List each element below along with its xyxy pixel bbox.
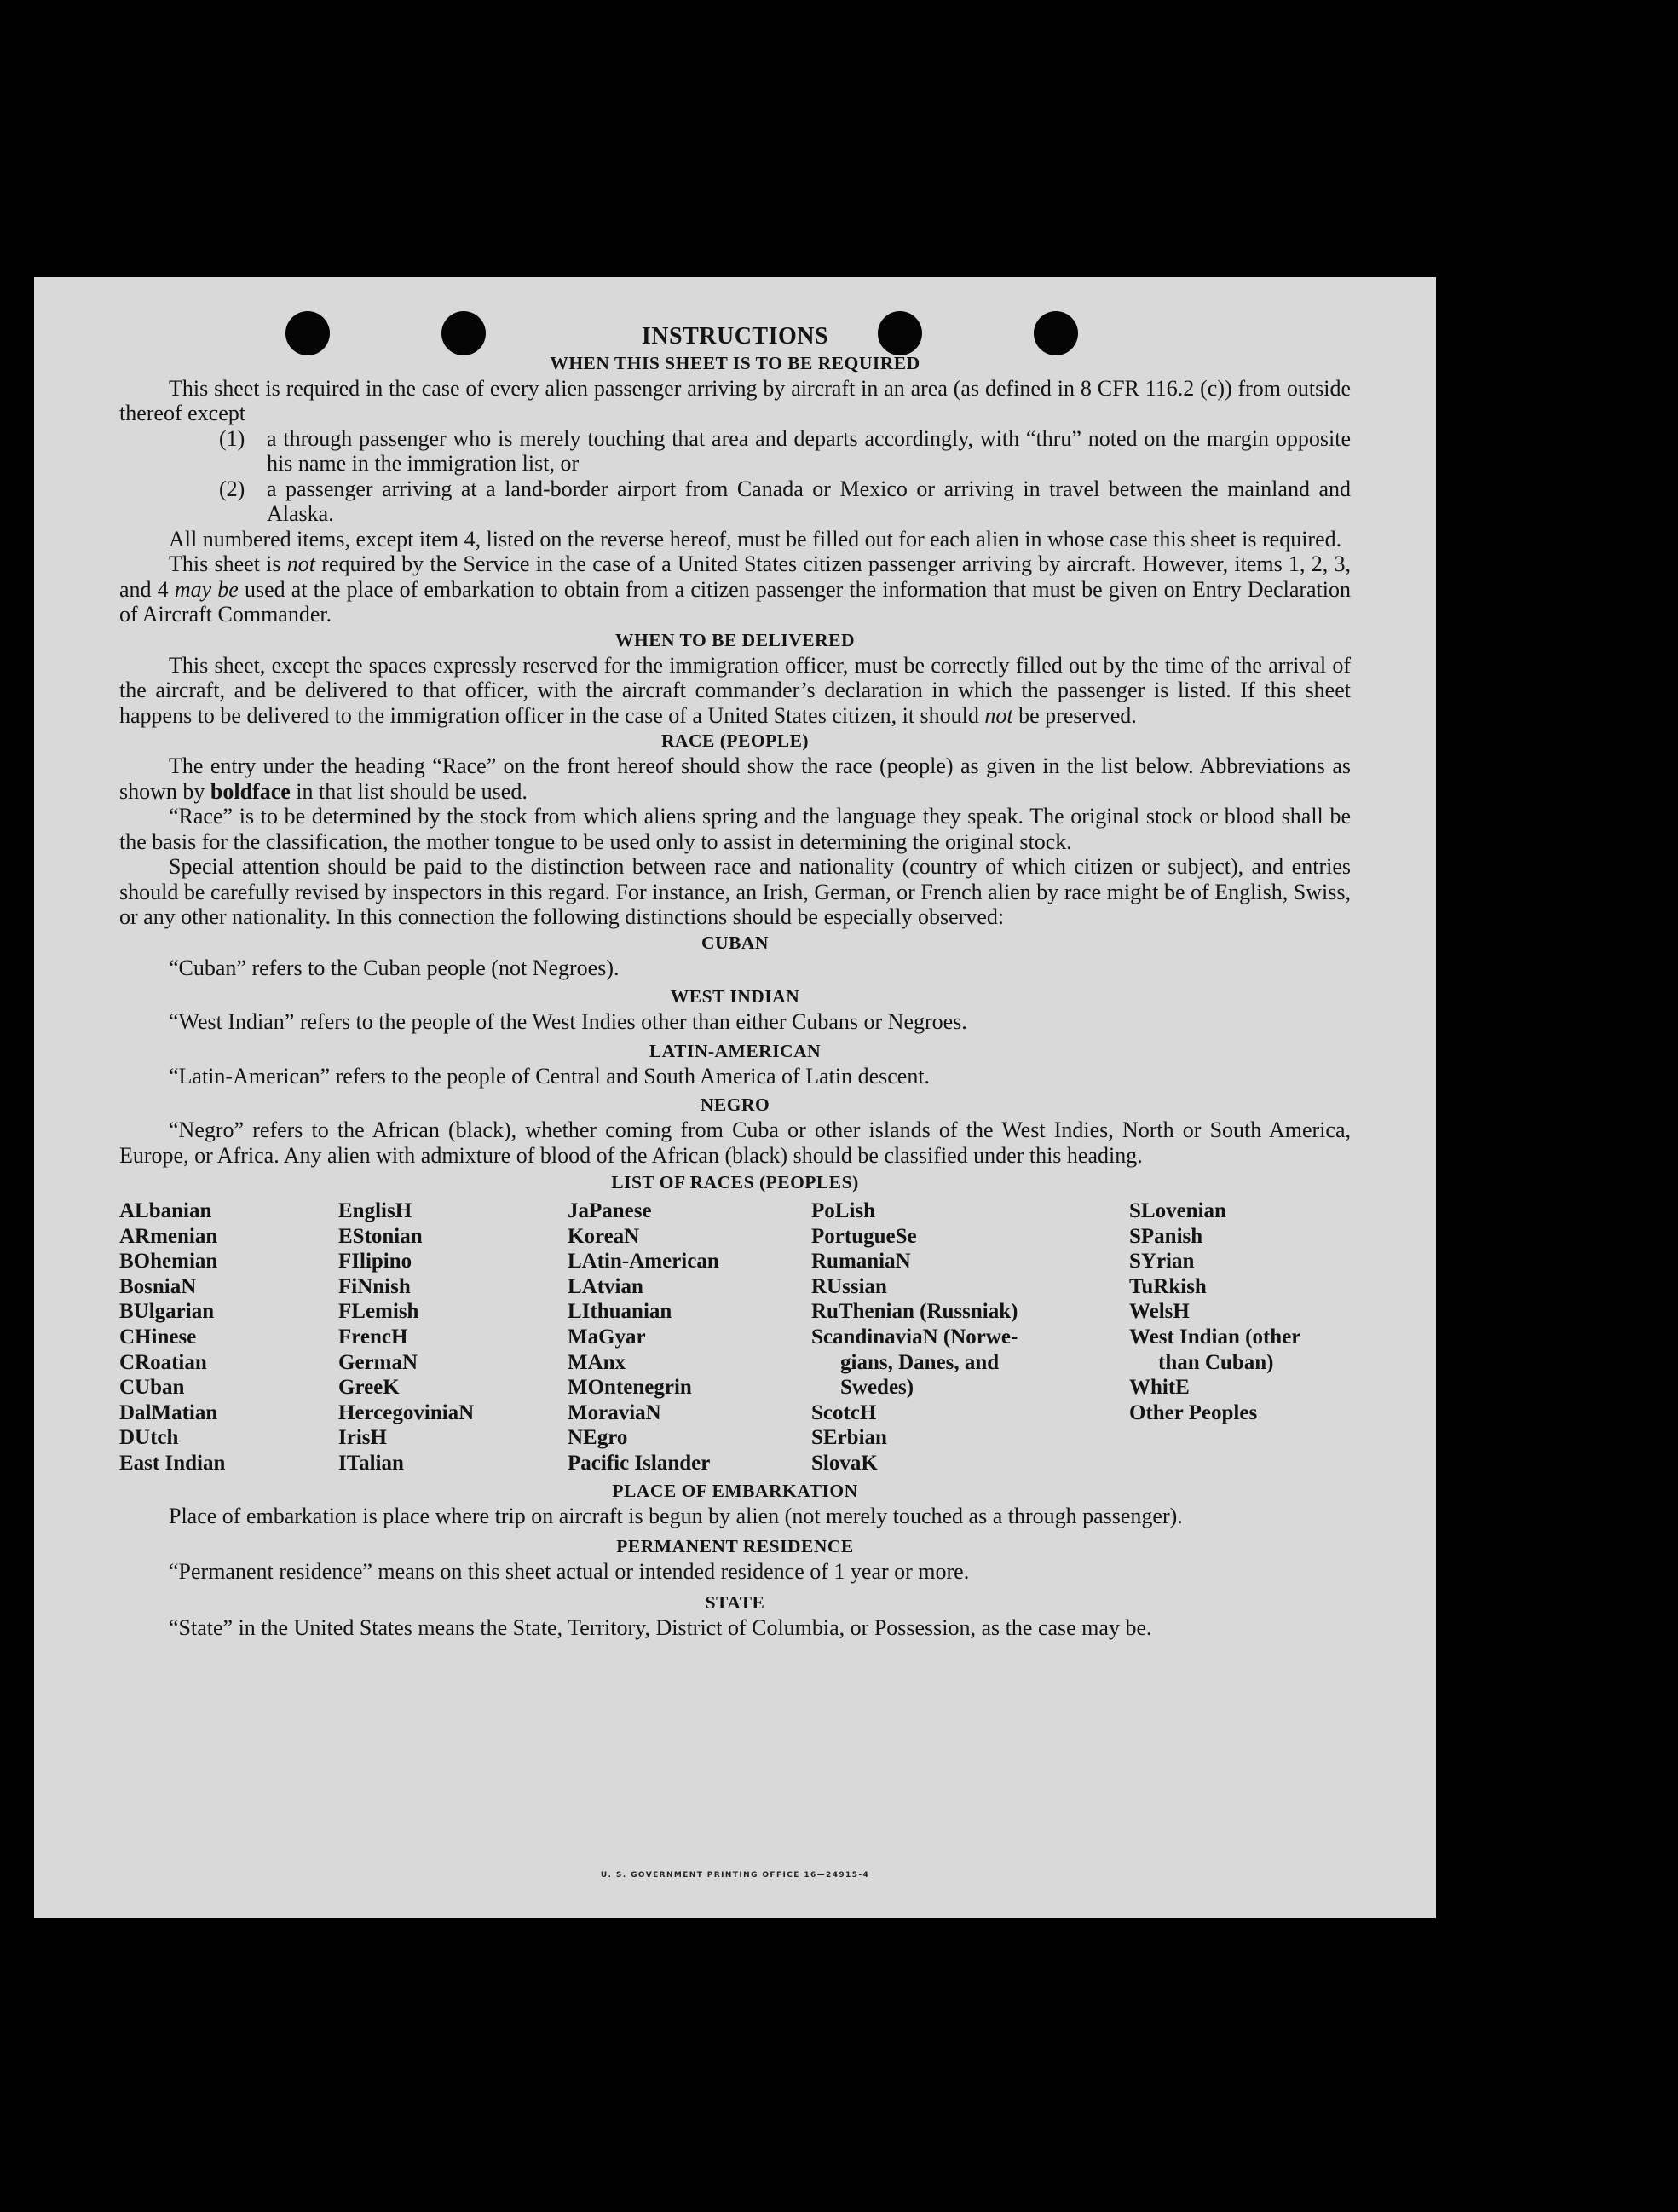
heading-cuban: CUBAN — [701, 932, 769, 953]
race-entry: SlovaK — [811, 1451, 878, 1475]
heading-when-required: WHEN THIS SHEET IS TO BE REQUIRED — [550, 352, 920, 373]
race-entry: DalMatian — [119, 1401, 218, 1424]
race-entry: MoraviaN — [568, 1401, 661, 1424]
heading-race: RACE (PEOPLE) — [660, 731, 810, 751]
embarkation-text: Place of embarkation is place where trip on aircraft is begun by alien (not merely touched as a through passenger). — [169, 1503, 1183, 1528]
race-entry: Swedes) — [840, 1376, 914, 1400]
heading-negro: NEGRO — [700, 1094, 770, 1115]
permanent-residence-text: “Permanent residence” means on this sheet actual or intended residence of 1 year or more. — [169, 1559, 970, 1585]
race-entry: FrencH — [338, 1325, 408, 1349]
race-entry: PoLish — [811, 1199, 876, 1222]
race-column — [338, 1198, 568, 1476]
race-column — [811, 1198, 1129, 1476]
heading-when-delivered: WHEN TO BE DELIVERED — [614, 629, 856, 650]
item-number: (1) — [219, 425, 245, 451]
race-paragraph-2: “Race” is to be determined by the stock from which aliens spring and the language they speak. The original stock or blood shall be the basis for the classification, the mother tongue to be used only to assist in determining the original stock. — [119, 804, 1351, 854]
race-entry: RuThenian (Russniak) — [811, 1300, 1018, 1324]
latin-american-text: “Latin-American” refers to the people of Central and South America of Latin descent. — [169, 1063, 931, 1089]
race-entry: MaGyar — [568, 1325, 646, 1349]
race-column — [1129, 1198, 1351, 1476]
race-entry: BosniaN — [119, 1274, 197, 1298]
race-entry: FiNnish — [338, 1274, 411, 1298]
race-entry: GreeK — [338, 1376, 400, 1400]
text-run: This sheet, except the spaces expressly reserved for the immigration officer, must be correctly filled out by the time of the arrival of the aircraft, and be delivered to that officer, with the aircraft commander’s declaration in which the passenger is listed. If this sheet happens to be delivered to the immigration officer in the case of a United States citizen, it should — [119, 652, 1351, 728]
race-list — [119, 1198, 1351, 1476]
race-entry: WhitE — [1129, 1376, 1190, 1400]
race-entry: CHinese — [119, 1325, 197, 1349]
instructions-body — [119, 324, 1351, 1640]
race-entry: ARmenian — [119, 1224, 218, 1248]
race-entry: ScotcH — [811, 1401, 877, 1424]
race-entry: TuRkish — [1129, 1274, 1207, 1298]
race-entry: BOhemian — [119, 1250, 218, 1273]
item-text: a through passenger who is merely touching that area and departs accordingly, with “thru” noted on the margin opposite his name in the immigration list, or — [267, 425, 1351, 476]
race-entry: JaPanese — [568, 1199, 652, 1222]
race-column — [119, 1198, 338, 1476]
when-delivered-paragraph — [119, 653, 1351, 729]
race-entry: SLovenian — [1129, 1199, 1226, 1222]
race-entry: Other Peoples — [1129, 1401, 1258, 1424]
item-text: a passenger arriving at a land-border airport from Canada or Mexico or arriving in travel between the mainland and Alaska. — [267, 476, 1351, 526]
heading-permanent-residence: PERMANENT RESIDENCE — [616, 1536, 854, 1557]
text-run: The entry under the heading “Race” on the front hereof should show the race (people) as given in the list below. Abbreviations as shown by — [119, 754, 1351, 804]
emphasis: may be — [174, 576, 239, 602]
item-number: (2) — [219, 476, 245, 501]
race-entry: SYrian — [1129, 1250, 1195, 1273]
document-sheet — [34, 277, 1436, 1918]
race-entry: CRoatian — [119, 1350, 207, 1374]
race-entry: FLemish — [338, 1300, 419, 1324]
text-run: This sheet is — [169, 552, 287, 576]
text-run: be preserved. — [1012, 702, 1137, 728]
heading-embarkation: PLACE OF EMBARKATION — [612, 1480, 858, 1501]
race-paragraph-1 — [119, 754, 1351, 804]
race-entry: EStonian — [338, 1224, 423, 1248]
heading-list-of-races: LIST OF RACES (PEOPLES) — [611, 1172, 859, 1193]
race-entry: ITalian — [338, 1451, 404, 1475]
race-entry: ALbanian — [119, 1199, 212, 1222]
heading-latin-american: LATIN-AMERICAN — [649, 1040, 822, 1061]
race-entry: than Cuban) — [1158, 1350, 1274, 1374]
race-entry: KoreaN — [568, 1224, 640, 1248]
race-column — [568, 1198, 811, 1476]
race-paragraph-3: Special attention should be paid to the distinction between race and nationality (country of which citizen or subject), and entries should be carefully revised by inspectors in this regard. For instance, an Irish, German, or French alien by race might be of English, Swiss, or any other nationality. In this connection the following distinctions should be especially observed: — [119, 854, 1351, 929]
cuban-text: “Cuban” refers to the Cuban people (not Negroes). — [169, 955, 620, 980]
emphasis: not — [286, 552, 316, 576]
race-entry: West Indian (other — [1129, 1325, 1301, 1349]
race-entry: NEgro — [568, 1426, 628, 1450]
race-entry: BUlgarian — [119, 1300, 215, 1324]
race-entry: LAtin-American — [568, 1250, 719, 1273]
race-entry: East Indian — [119, 1451, 226, 1475]
numbered-items-paragraph: All numbered items, except item 4, listed on the reverse hereof, must be filled out for each alien in whose case this sheet is required. — [169, 526, 1342, 552]
state-text: “State” in the United States means the State, Territory, District of Columbia, or Possession, as the case may be. — [169, 1614, 1152, 1640]
exception-item-2 — [119, 476, 1351, 527]
bold-word: boldface — [210, 778, 291, 804]
race-entry: RumaniaN — [811, 1250, 911, 1273]
race-entry: EnglisH — [338, 1199, 412, 1222]
race-entry: SPanish — [1129, 1224, 1203, 1248]
page-title: INSTRUCTIONS — [641, 323, 829, 349]
race-entry: RUssian — [811, 1274, 887, 1298]
race-entry: GermaN — [338, 1350, 418, 1374]
race-entry: gians, Danes, and — [840, 1350, 1000, 1374]
negro-text: “Negro” refers to the African (black), whether coming from Cuba or other islands of the West Indies, North or South America, Europe, or Africa. Any alien with admixture of blood of the African (black) should be classified under this heading. — [119, 1118, 1351, 1168]
race-entry: MOntenegrin — [568, 1376, 692, 1400]
race-entry: LIthuanian — [568, 1300, 672, 1324]
heading-state: STATE — [705, 1591, 765, 1613]
text-run: required by the Service in the case of a United States citizen passenger arriving by aircraft. However, items 1, 2, 3, and 4 — [119, 552, 1351, 602]
text-run: used at the place of embarkation to obtain from a citizen passenger the information that must be given on Entry Declaration of Aircraft Commander. — [119, 576, 1351, 627]
exception-item-1 — [119, 426, 1351, 476]
race-entry: WelsH — [1129, 1300, 1190, 1324]
race-entry: MAnx — [568, 1350, 626, 1374]
citizen-paragraph — [119, 552, 1351, 627]
text-run: in that list should be used. — [290, 778, 528, 804]
race-entry: IrisH — [338, 1426, 387, 1450]
emphasis: not — [984, 702, 1013, 728]
race-entry: DUtch — [119, 1426, 179, 1450]
race-entry: LAtvian — [568, 1274, 643, 1298]
race-entry: HercegoviniaN — [338, 1401, 475, 1424]
printer-imprint: U. S. GOVERNMENT PRINTING OFFICE 16—24915-4 — [600, 1871, 870, 1880]
race-entry: SErbian — [811, 1426, 887, 1450]
race-entry: Pacific Islander — [568, 1451, 711, 1475]
heading-west-indian: WEST INDIAN — [670, 986, 800, 1007]
race-entry: ScandinaviaN (Norwe- — [811, 1325, 1018, 1349]
race-entry: PortugueSe — [811, 1224, 917, 1248]
race-entry: FIlipino — [338, 1250, 412, 1273]
race-entry: CUban — [119, 1376, 185, 1400]
when-required-intro: This sheet is required in the case of every alien passenger arriving by aircraft in an area (as defined in 8 CFR 116.2 (c)) from outside thereof except — [119, 375, 1351, 425]
west-indian-text: “West Indian” refers to the people of the West Indies other than either Cubans or Negroes. — [169, 1009, 967, 1034]
